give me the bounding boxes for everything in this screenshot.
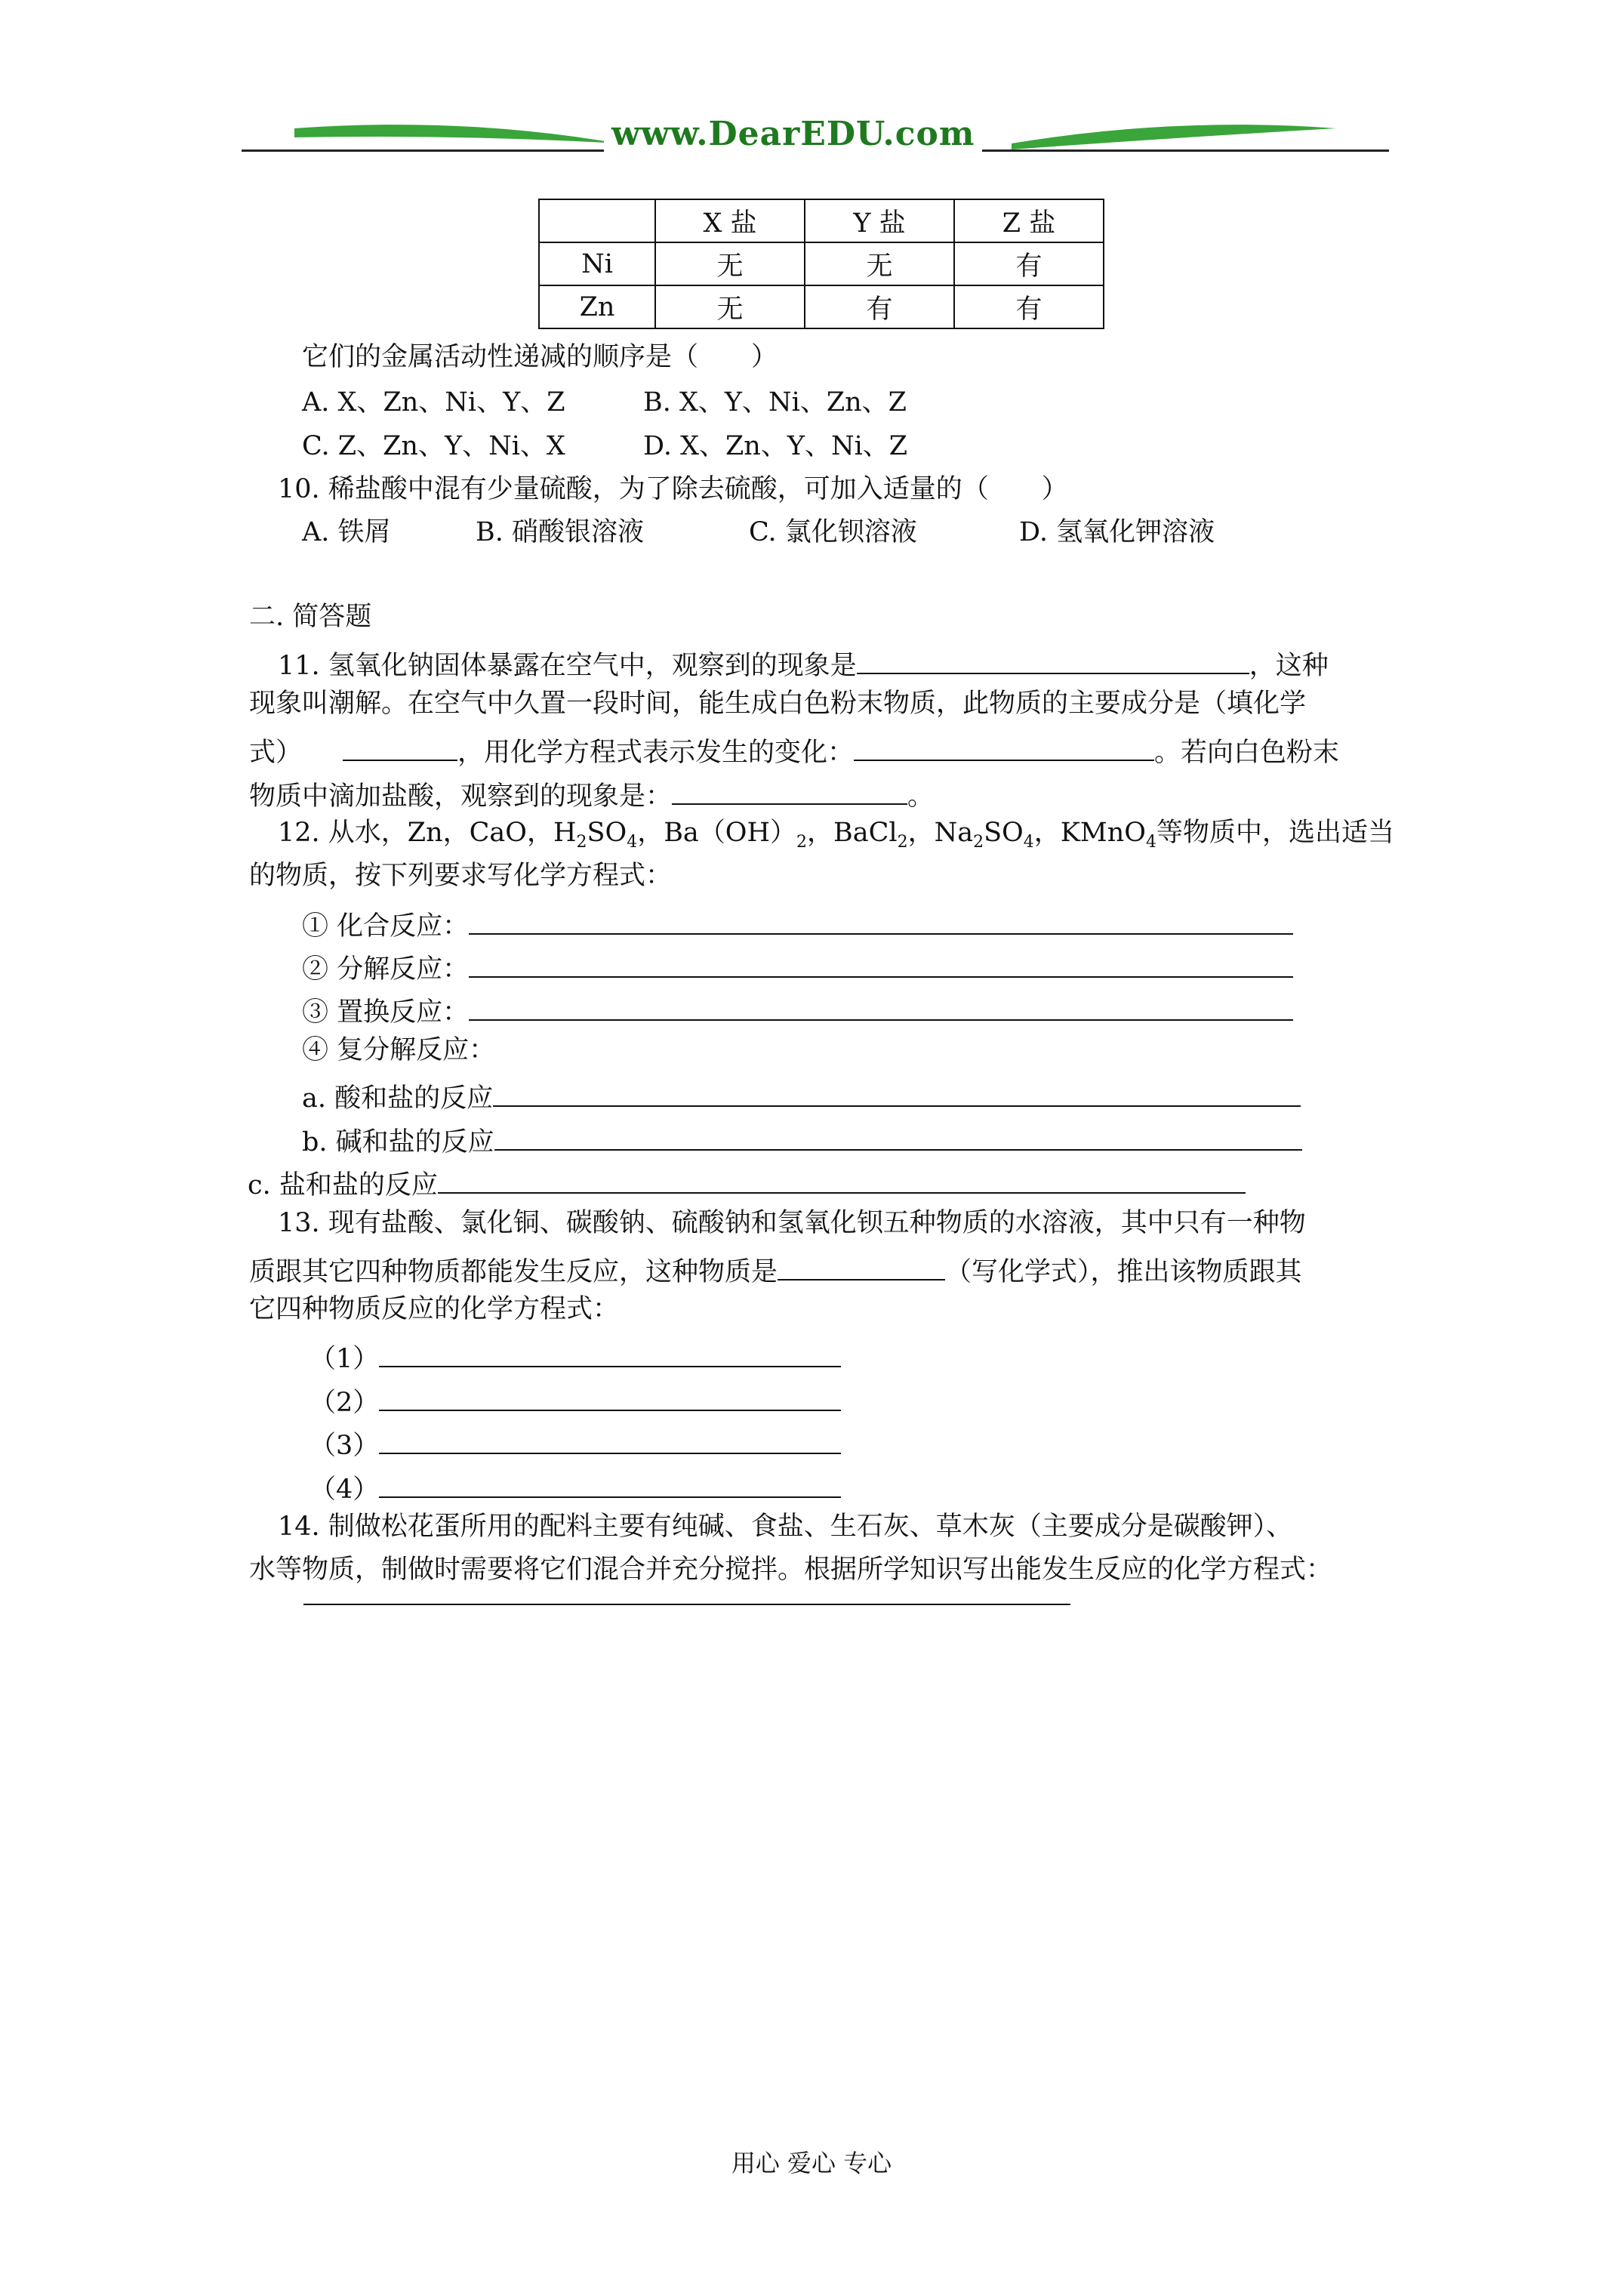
subscript: 2 xyxy=(897,833,908,852)
subscript: 2 xyxy=(576,833,587,852)
table-cell: 有 xyxy=(954,242,1104,285)
q12-line2: 的物质，按下列要求写化学方程式： xyxy=(249,861,673,891)
subscript: 4 xyxy=(1145,833,1156,852)
q12-text: ，Na xyxy=(907,818,974,848)
q12-sub-c xyxy=(248,1166,1246,1199)
q13-line3: 它四种物质反应的化学方程式： xyxy=(249,1294,620,1324)
q12-item-label: b. 碱和盐的反应 xyxy=(302,1127,494,1157)
answer-blank[interactable] xyxy=(379,1427,841,1454)
q13-eq-label: （2） xyxy=(310,1388,380,1418)
q12-text: SO xyxy=(587,818,627,848)
table-row xyxy=(539,285,1104,328)
q11-line4 xyxy=(249,778,934,810)
q13-eq-label: （4） xyxy=(310,1475,380,1505)
q9-option-b: B. X、Y、Ni、Zn、Z xyxy=(643,387,907,418)
q12-item-decomposition xyxy=(302,951,1293,983)
table-cell: Y 盐 xyxy=(805,199,954,242)
q12-text: 等物质中，选出适当 xyxy=(1156,818,1394,848)
q12-sub-a xyxy=(302,1080,1301,1112)
answer-blank[interactable] xyxy=(672,778,907,805)
answer-blank[interactable] xyxy=(469,951,1293,978)
q11-line3 xyxy=(249,734,1339,766)
q13-text: 质跟其它四种物质都能发生反应，这种物质是 xyxy=(249,1257,778,1287)
table-row xyxy=(539,242,1104,285)
subscript: 2 xyxy=(973,833,984,852)
section-title: 二. 简答题 xyxy=(249,602,372,632)
table-cell: 有 xyxy=(954,285,1104,328)
answer-blank[interactable] xyxy=(857,647,1249,674)
site-logo: www.DearEDU.com xyxy=(604,115,982,153)
q9-option-a: A. X、Zn、Ni、Y、Z xyxy=(302,387,565,418)
q11-line2: 现象叫潮解。在空气中久置一段时间，能生成白色粉末物质，此物质的主要成分是（填化学 xyxy=(249,689,1307,719)
answer-blank[interactable] xyxy=(854,734,1154,761)
q11-text: ，用化学方程式表示发生的变化： xyxy=(457,738,855,768)
q12-text: 12. 从水，Zn，CaO，H xyxy=(278,818,577,848)
q13-line2 xyxy=(249,1253,1302,1286)
q11-line1 xyxy=(278,647,1329,680)
q12-sub-b xyxy=(302,1123,1302,1156)
q10-option-c: C. 氯化钡溶液 xyxy=(749,517,917,547)
q14-line2: 水等物质，制做时需要将它们混合并充分搅拌。根据所学知识写出能发生反应的化学方程式： xyxy=(249,1555,1333,1585)
q11-text: 物质中滴加盐酸，观察到的现象是： xyxy=(249,781,673,812)
q11-text: 11. 氢氧化钠固体暴露在空气中，观察到的现象是 xyxy=(278,651,857,681)
table-cell: Ni xyxy=(539,242,655,285)
page-header xyxy=(242,106,1389,159)
answer-blank[interactable] xyxy=(303,1604,1070,1605)
q11-text: 。若向白色粉末 xyxy=(1154,738,1340,768)
q13-eq-2 xyxy=(310,1384,841,1416)
table-cell: 无 xyxy=(655,285,805,328)
q11-text: 。 xyxy=(907,781,935,812)
q12-item-label: a. 酸和盐的反应 xyxy=(302,1083,494,1114)
q12-item-label: ② 分解反应： xyxy=(302,954,470,985)
page-footer: 用心 爱心 专心 xyxy=(731,2149,892,2177)
q9-option-d: D. X、Zn、Y、Ni、Z xyxy=(643,431,908,461)
q12-item-double-decomposition: ④ 复分解反应： xyxy=(302,1035,496,1065)
q10-option-b: B. 硝酸银溶液 xyxy=(476,517,644,547)
q14-line1: 14. 制做松花蛋所用的配料主要有纯碱、食盐、生石灰、草木灰（主要成分是碳酸钾）、 xyxy=(278,1512,1293,1542)
table-cell: 无 xyxy=(655,242,805,285)
answer-blank[interactable] xyxy=(379,1471,841,1498)
table-cell: 有 xyxy=(805,285,954,328)
answer-blank[interactable] xyxy=(438,1166,1246,1194)
table-cell xyxy=(539,199,655,242)
q12-item-displacement xyxy=(302,994,1293,1026)
q12-item-combination xyxy=(302,908,1293,940)
q11-text: ，这种 xyxy=(1249,651,1329,681)
q12-item-label: ③ 置换反应： xyxy=(302,997,470,1028)
q9-option-c: C. Z、Zn、Y、Ni、X xyxy=(302,431,565,461)
q13-line1: 13. 现有盐酸、氯化铜、碳酸钠、硫酸钠和氢氧化钡五种物质的水溶液，其中只有一种物 xyxy=(278,1208,1306,1238)
q12-text: SO xyxy=(984,818,1024,848)
q10-option-d: D. 氢氧化钾溶液 xyxy=(1019,517,1215,547)
answer-blank[interactable] xyxy=(469,908,1293,935)
q13-eq-3 xyxy=(310,1427,841,1459)
green-swoosh-right-icon xyxy=(1012,115,1336,151)
answer-blank[interactable] xyxy=(493,1080,1301,1107)
answer-blank[interactable] xyxy=(469,994,1293,1021)
q12-text: ，Ba（OH） xyxy=(637,818,796,848)
answer-blank[interactable] xyxy=(778,1253,945,1281)
q13-text: （写化学式），推出该物质跟其 xyxy=(945,1257,1302,1287)
answer-blank[interactable] xyxy=(494,1123,1302,1151)
answer-blank[interactable] xyxy=(379,1384,841,1411)
subscript: 2 xyxy=(796,833,807,852)
subscript: 4 xyxy=(1023,833,1034,852)
q12-line1 xyxy=(278,818,1394,852)
table-header-row xyxy=(539,199,1104,242)
q9-stem: 它们的金属活动性递减的顺序是（ ） xyxy=(302,342,778,372)
q13-eq-1 xyxy=(310,1340,841,1373)
q13-eq-label: （3） xyxy=(310,1431,380,1461)
q12-item-label: c. 盐和盐的反应 xyxy=(248,1170,438,1200)
q12-item-label: ① 化合反应： xyxy=(302,911,470,942)
q13-eq-label: （1） xyxy=(310,1344,380,1374)
subscript: 4 xyxy=(627,833,638,852)
q13-eq-4 xyxy=(310,1471,841,1503)
q12-text: ，KMnO xyxy=(1033,818,1146,848)
table-cell: Zn xyxy=(539,285,655,328)
green-swoosh-left-icon xyxy=(294,115,619,151)
table-cell: 无 xyxy=(805,242,954,285)
answer-blank[interactable] xyxy=(343,734,457,761)
metal-salt-table xyxy=(538,199,1104,329)
q10-stem: 10. 稀盐酸中混有少量硫酸，为了除去硫酸，可加入适量的（ ） xyxy=(278,474,1068,504)
table-cell: X 盐 xyxy=(655,199,805,242)
q10-option-a: A. 铁屑 xyxy=(302,517,391,547)
q11-text: 式） xyxy=(249,738,303,768)
table-cell: Z 盐 xyxy=(954,199,1104,242)
answer-blank[interactable] xyxy=(379,1340,841,1367)
q12-text: ，BaCl xyxy=(807,818,898,848)
